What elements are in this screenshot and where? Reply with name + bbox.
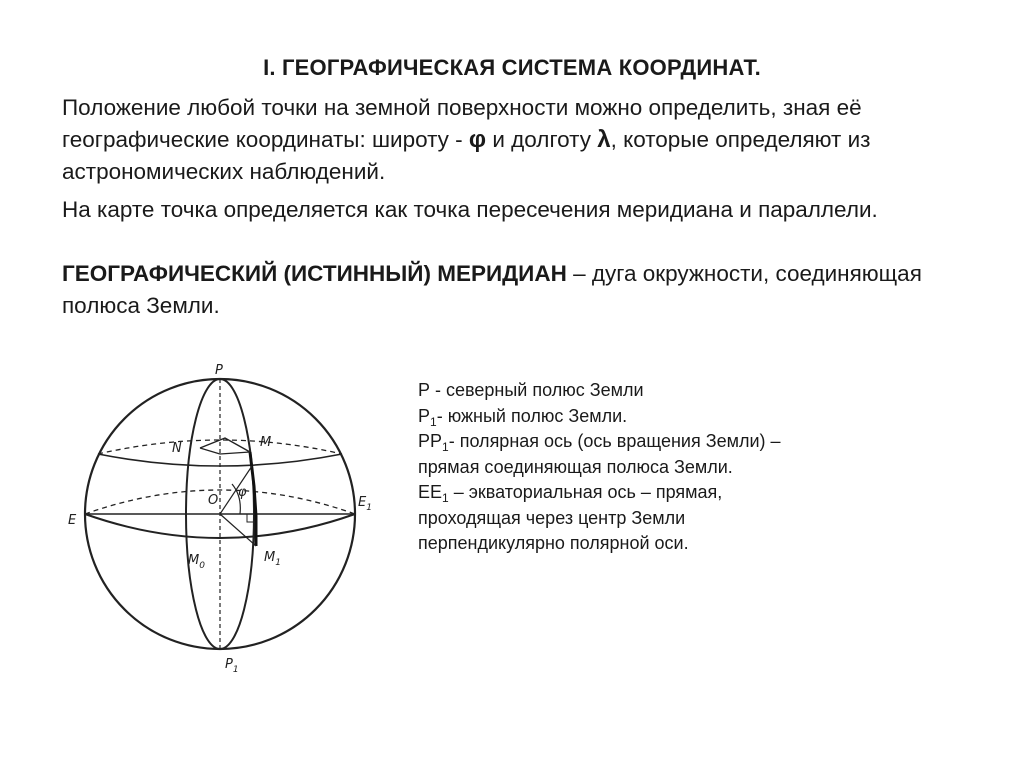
label-m0 bbox=[188, 553, 205, 571]
legend-line-equatorial-desc-1: проходящая через центр Земли bbox=[418, 507, 686, 528]
legend-line3-a: РР bbox=[418, 431, 443, 451]
label-n: N bbox=[172, 441, 182, 456]
label-m1-sub: 1 bbox=[275, 558, 281, 568]
label-e1-sub: 1 bbox=[366, 503, 372, 513]
legend-line-equatorial-axis bbox=[418, 480, 978, 506]
paragraph-coordinates-text-b: и долготу bbox=[486, 127, 598, 152]
paragraph-coordinates-text-a: Положение любой точки на земной поверхности можно определить, зная её географические координаты: широту - bbox=[62, 95, 862, 152]
label-e: E bbox=[68, 513, 77, 528]
label-p1 bbox=[225, 657, 239, 675]
label-p1-sub: 1 bbox=[232, 665, 239, 675]
legend-line5-sub: 1 bbox=[442, 491, 449, 505]
meridian-definition: – дуга окружности, соединяющая полюса Земли. bbox=[62, 261, 922, 318]
radius-om1 bbox=[220, 514, 256, 546]
legend-line3-sub: 1 bbox=[442, 440, 449, 454]
legend-line-equatorial-desc-2: перпендикулярно полярной оси. bbox=[418, 533, 689, 553]
label-p: P bbox=[215, 363, 223, 378]
label-e1 bbox=[358, 495, 372, 513]
slide-title: I. ГЕОГРАФИЧЕСКАЯ СИСТЕМА КООРДИНАТ. bbox=[263, 55, 761, 80]
globe-diagram bbox=[60, 356, 400, 676]
legend-line-polar-axis-desc: прямая соединяющая полюса Земли. bbox=[418, 456, 733, 477]
label-m: M bbox=[260, 435, 272, 450]
label-m1-main: M bbox=[264, 550, 276, 565]
radius-n bbox=[200, 448, 220, 454]
label-p1-main: P bbox=[225, 657, 233, 672]
legend-line3-b: - полярная ось (ось вращения Земли) – bbox=[448, 431, 781, 451]
latitude-symbol: φ bbox=[468, 126, 487, 153]
paragraph-coordinates bbox=[62, 92, 982, 188]
legend-line-north-pole: Р - северный полюс Земли bbox=[418, 380, 644, 400]
legend-line5-a: ЕЕ bbox=[418, 482, 443, 502]
legend-line2-a: Р bbox=[418, 405, 431, 426]
legend-line-south-pole bbox=[418, 404, 978, 430]
paragraph-meridian bbox=[62, 258, 982, 322]
label-e1-main: E bbox=[358, 495, 367, 510]
meridian-term: ГЕОГРАФИЧЕСКИЙ (ИСТИННЫЙ) МЕРИДИАН bbox=[62, 261, 567, 286]
label-m0-sub: 0 bbox=[199, 561, 205, 571]
legend-line2-sub: 1 bbox=[430, 414, 437, 429]
legend-line-polar-axis bbox=[418, 429, 978, 455]
legend bbox=[418, 378, 978, 557]
label-phi: φ bbox=[238, 485, 247, 500]
longitude-symbol: λ bbox=[597, 126, 611, 153]
label-m1 bbox=[264, 550, 281, 568]
legend-line5-b: – экваториальная ось – прямая, bbox=[448, 482, 723, 502]
label-m0-main: M bbox=[188, 553, 200, 568]
label-o: O bbox=[208, 493, 219, 508]
legend-line2-b: - южный полюс Земли. bbox=[436, 405, 628, 426]
paragraph-coordinates-text-c: , которые определяют из астрономических наблюдений. bbox=[62, 127, 871, 184]
paragraph-map-point: На карте точка определяется как точка пересечения меридиана и параллели. bbox=[62, 197, 878, 222]
radius-m bbox=[220, 452, 250, 454]
